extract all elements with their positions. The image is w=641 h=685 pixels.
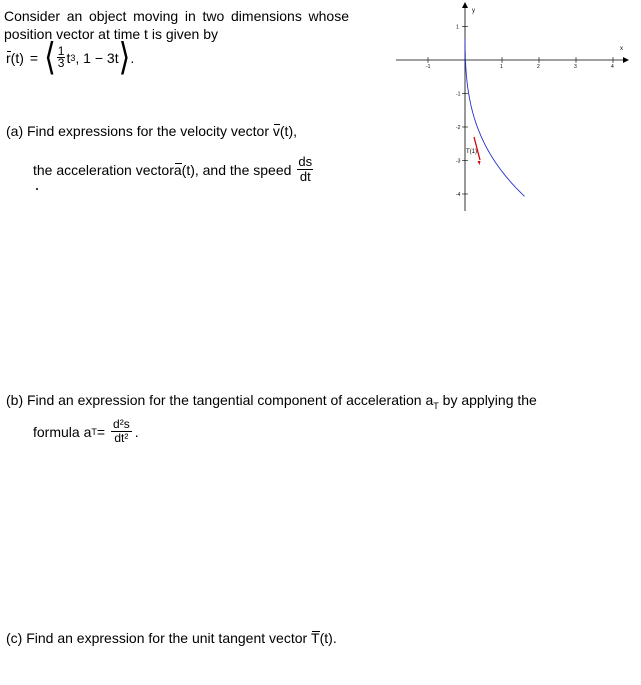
t-argument: (t). [319,630,337,646]
part-a-text: (a) Find expressions for the velocity vector [6,123,273,139]
equals-sign: = [29,49,39,66]
exponent: 3 [70,52,76,63]
problem-intro: Consider an object moving in two dimensions whose position vector at time t is given by [4,8,349,42]
dt2-denominator: dt² [114,431,129,445]
r-vector-symbol: r [6,49,11,66]
part-b-line1 [6,392,537,411]
ds-numerator: ds [298,154,313,169]
subscript-t: T [433,400,439,411]
y-tick-label: -2 [456,125,461,131]
dt-denominator: dt [299,169,311,184]
trajectory-graph [380,0,641,220]
part-b-text-end: by applying the [438,392,537,408]
part-b-text: (b) Find an expression for the tangential component of acceleration a [6,392,434,408]
one-third-fraction [57,46,66,69]
tangent-label: T(1) [466,149,477,155]
t-component: t [66,49,71,66]
trajectory-curve [465,39,525,197]
second-component: , 1 − 3t [75,49,119,66]
y-axis-label: y [472,8,475,14]
tick-marks [426,25,614,199]
second-derivative-fraction [111,418,132,445]
part-c-text: (c) Find an expression for the unit tangent vector [6,630,312,646]
x-tick-label: -1 [426,64,431,70]
v-argument: (t), [279,123,297,139]
ds-dt-fraction [297,155,313,184]
a-vector-symbol: a [173,161,182,178]
y-arrow-icon [462,2,468,8]
x-tick-label: 1 [500,64,503,70]
x-arrow-icon [623,57,629,63]
formula-label: formula a [33,423,92,440]
part-a-line2 [33,155,313,184]
x-tick-label: 2 [537,64,540,70]
dot-mark [36,188,38,190]
x-tick-label: 3 [574,64,577,70]
y-tick-label: 1 [456,24,459,31]
y-tick-label: -1 [456,91,461,98]
formula-equals: = [96,423,106,440]
part-b-line2 [33,418,139,445]
tangent-arrow-icon [478,161,481,165]
formula-period: . [134,423,139,440]
fraction-denominator: 3 [57,56,65,70]
v-vector-symbol: v [272,123,280,139]
y-tick-label: -4 [456,192,461,198]
part-a-line1 [6,123,297,139]
r-argument: (t) [10,49,24,66]
d2s-numerator: d²s [113,417,130,431]
part-c-line [6,630,337,646]
x-axis-label: x [620,46,623,52]
position-vector-formula: r (t) = ⟨ $\frac{1}{3}$ t 3 , 1 − 3t ⟩ . [6,36,135,78]
right-angle-bracket: ⟩ [118,36,131,78]
accel-text: the acceleration vector [33,161,174,178]
speed-text: (t), and the speed [181,161,292,178]
left-angle-bracket: ⟨ [44,36,56,78]
formula-subscript: T [91,426,97,437]
y-tick-label: -3 [456,158,461,165]
t-hat-symbol: T [311,630,320,646]
fraction-numerator: 1 [57,44,65,58]
x-tick-label: 4 [611,64,614,70]
